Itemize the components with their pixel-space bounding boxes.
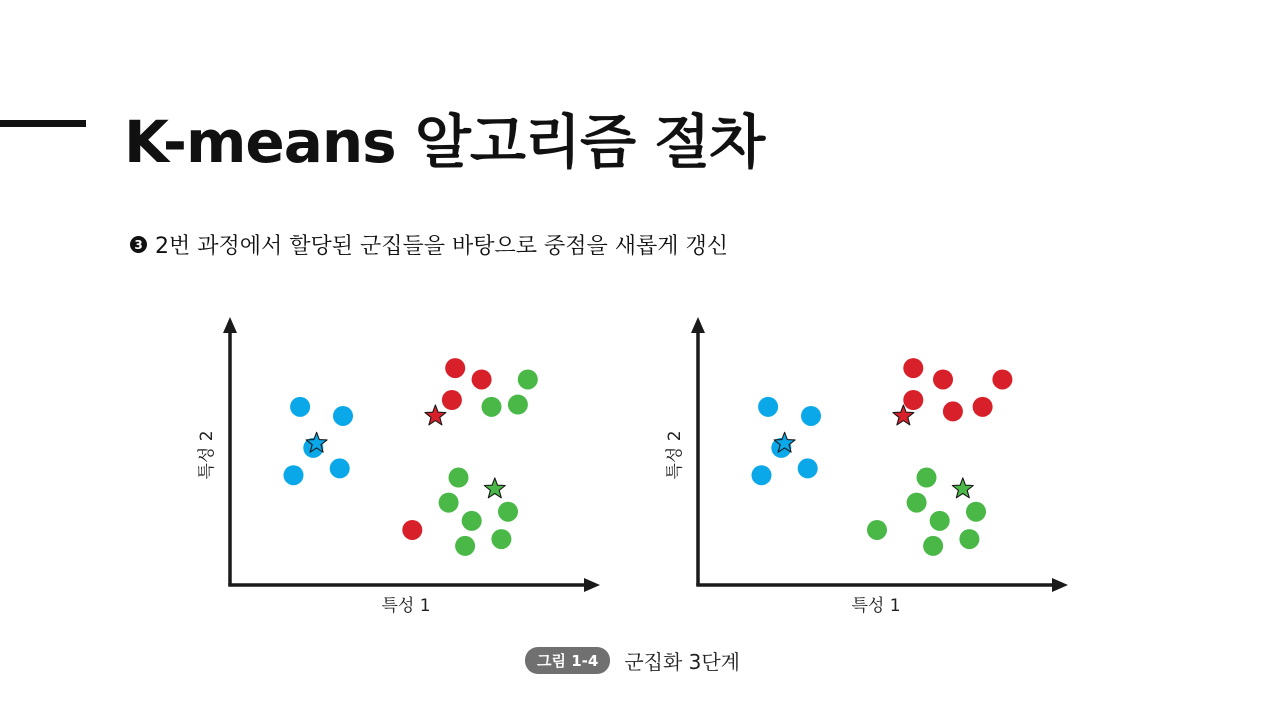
data-point-green [917,468,937,488]
x-axis-arrow-icon [584,578,600,592]
data-point-green [966,502,986,522]
data-point-red [445,358,465,378]
x-axis-label: 특성 1 [851,596,901,616]
y-axis-arrow-icon [691,317,705,333]
figure-caption-text: 군집화 3단계 [624,650,740,674]
data-point-blue [798,458,818,478]
data-point-blue [752,465,772,485]
data-point-green [462,511,482,531]
data-point-green [449,468,469,488]
data-point-red [442,390,462,410]
scatter-plot-before [188,305,618,625]
data-point-blue [758,397,778,417]
data-point-red [903,390,923,410]
plot-marks [223,317,600,592]
data-point-blue [284,465,304,485]
subtitle-text: 2번 과정에서 할당된 군집들을 바탕으로 중점을 새롭게 갱신 [155,234,728,259]
data-point-green [498,502,518,522]
scatter-plot-after [656,305,1086,625]
x-axis-label: 특성 1 [381,596,431,616]
data-point-blue [333,406,353,426]
figure-label-badge: 그림 1-4 [525,647,610,674]
x-axis-arrow-icon [1052,578,1068,592]
data-point-green [508,395,528,415]
data-point-red [472,369,492,389]
data-point-red [933,369,953,389]
data-point-red [943,401,963,421]
data-point-blue [290,397,310,417]
data-point-red [903,358,923,378]
data-point-green [867,520,887,540]
y-axis-label: 특성 2 [665,430,685,480]
data-point-green [482,397,502,417]
centroid-star-icon-green [952,478,973,498]
subtitle [130,229,728,260]
data-point-blue [330,458,350,478]
y-axis-label: 특성 2 [197,430,217,480]
data-point-green [907,493,927,513]
plot-marks [691,317,1068,592]
data-point-green [959,529,979,549]
data-point-green [491,529,511,549]
centroid-star-icon-green [484,478,505,498]
data-point-blue [801,406,821,426]
data-point-green [930,511,950,531]
data-point-green [923,536,943,556]
data-point-red [992,369,1012,389]
data-point-green [518,369,538,389]
figure-caption [525,646,740,675]
centroid-star-icon-red [425,405,446,425]
data-point-green [439,493,459,513]
accent-bar [0,120,86,127]
slide-title: K-means 알고리즘 절차 [124,108,765,176]
data-point-red [402,520,422,540]
data-point-green [455,536,475,556]
y-axis-arrow-icon [223,317,237,333]
data-point-red [973,397,993,417]
numbered-bullet-icon: 3 [130,236,147,253]
